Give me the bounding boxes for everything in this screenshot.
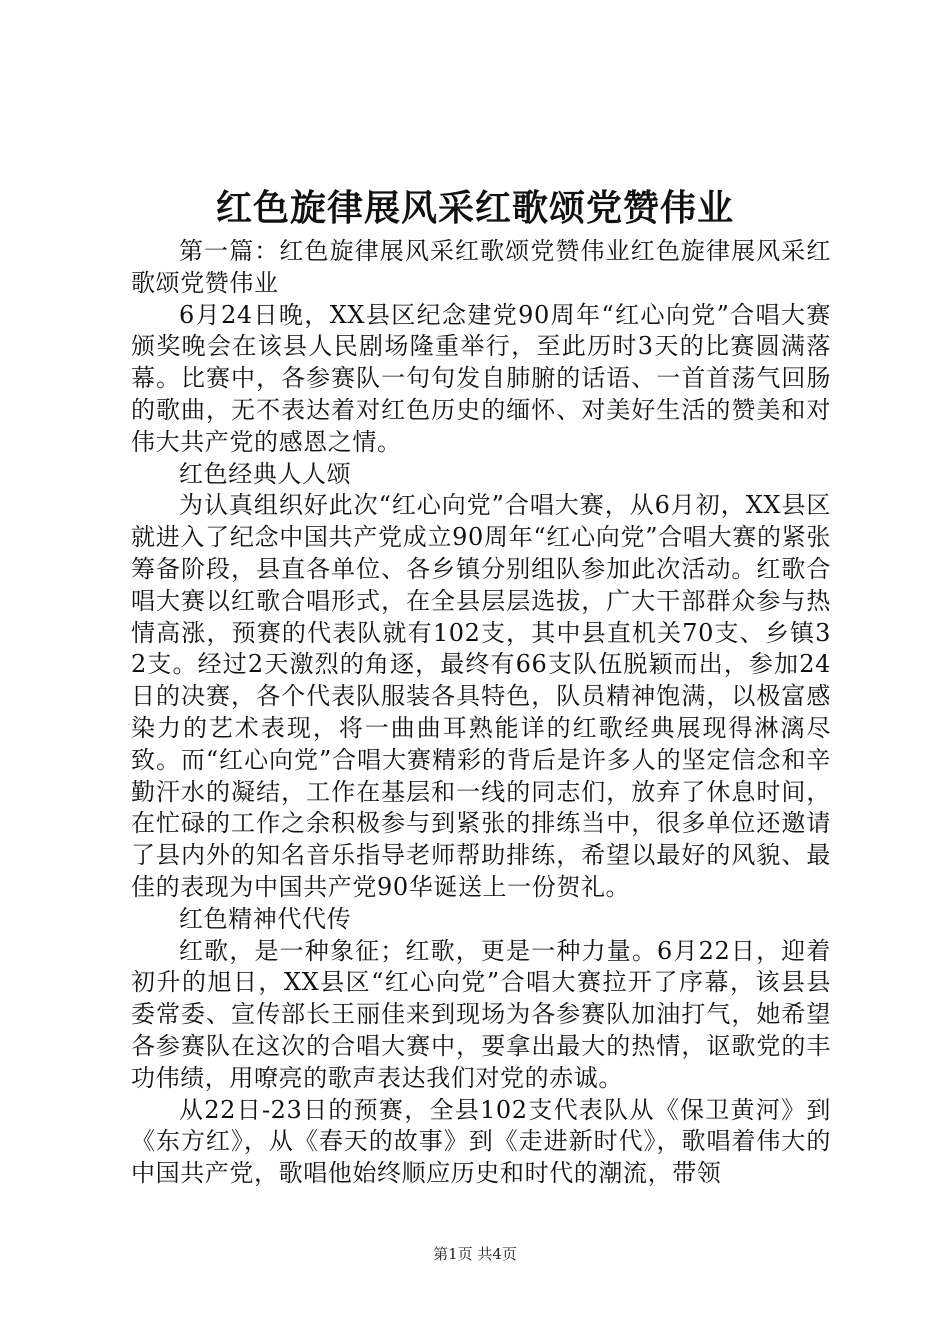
paragraph-intro: 第一篇：红色旋律展风采红歌颂党赞伟业红色旋律展风采红歌颂党赞伟业 — [131, 237, 831, 297]
document-body — [131, 236, 831, 1190]
document-title: 红色旋律展风采红歌颂党赞伟业 — [215, 187, 734, 229]
paragraph-preliminaries: 从22日-23日的预赛，全县102支代表队从《保卫黄河》到《东方红》，从《春天的故事》到《走进新时代》，歌唱着伟大的中国共产党，歌唱他始终顺应历史和时代的潮流，带领 — [131, 1095, 831, 1188]
section-heading-classics: 红色经典人人颂 — [179, 459, 352, 488]
paragraph-preparation: 为认真组织好此次“红心向党”合唱大赛，从6月初，XX县区就进入了纪念中国共产党成立90周年“红心向党”合唱大赛的紧张筹备阶段，县直各单位、各乡镇分别组队参加此次活动。红歌合唱大赛以红歌合唱形式，在全县层层选拔，广大干部群众参与热情高涨，预赛的代表队就有102支，其中县直机关70支、乡镇32支。经过2天激烈的角逐，最终有66支队伍脱颖而出，参加24日的决赛，各个代表队服装各具特色，队员精神饱满，以极富感染力的艺术表现，将一曲曲耳熟能详的红歌经典展现得淋漓尽致。而“红心向党”合唱大赛精彩的背后是许多人的坚定信念和辛勤汗水的凝结，工作在基层和一线的同志们，放弃了休息时间，在忙碌的工作之余积极参与到紧张的排练当中，很多单位还邀请了县内外的知名音乐指导老师帮助排练，希望以最好的风貌、最佳的表现为中国共产党90华诞送上一份贺礼。 — [131, 491, 831, 901]
paragraph-opening: 红歌，是一种象征；红歌，更是一种力量。6月22日，迎着初升的旭日，XX县区“红心向党”合唱大赛拉开了序幕，该县县委常委、宣传部长王丽佳来到现场为各参赛队加油打气，她希望各参赛队在这次的合唱大赛中，要拿出最大的热情，讴歌党的丰功伟绩，用嘹亮的歌声表达我们对党的赤诚。 — [131, 936, 831, 1092]
paragraph-event: 6月24日晚，XX县区纪念建党90周年“红心向党”合唱大赛颁奖晚会在该县人民剧场隆重举行，至此历时3天的比赛圆满落幕。比赛中，各参赛队一句句发自肺腑的话语、一首首荡气回肠的歌曲，无不表达着对红色历史的缅怀、对美好生活的赞美和对伟大共产党的感恩之情。 — [131, 300, 831, 456]
section-heading-spirit: 红色精神代代传 — [179, 904, 352, 933]
page-number-footer: 第1页 共4页 — [433, 1245, 517, 1263]
